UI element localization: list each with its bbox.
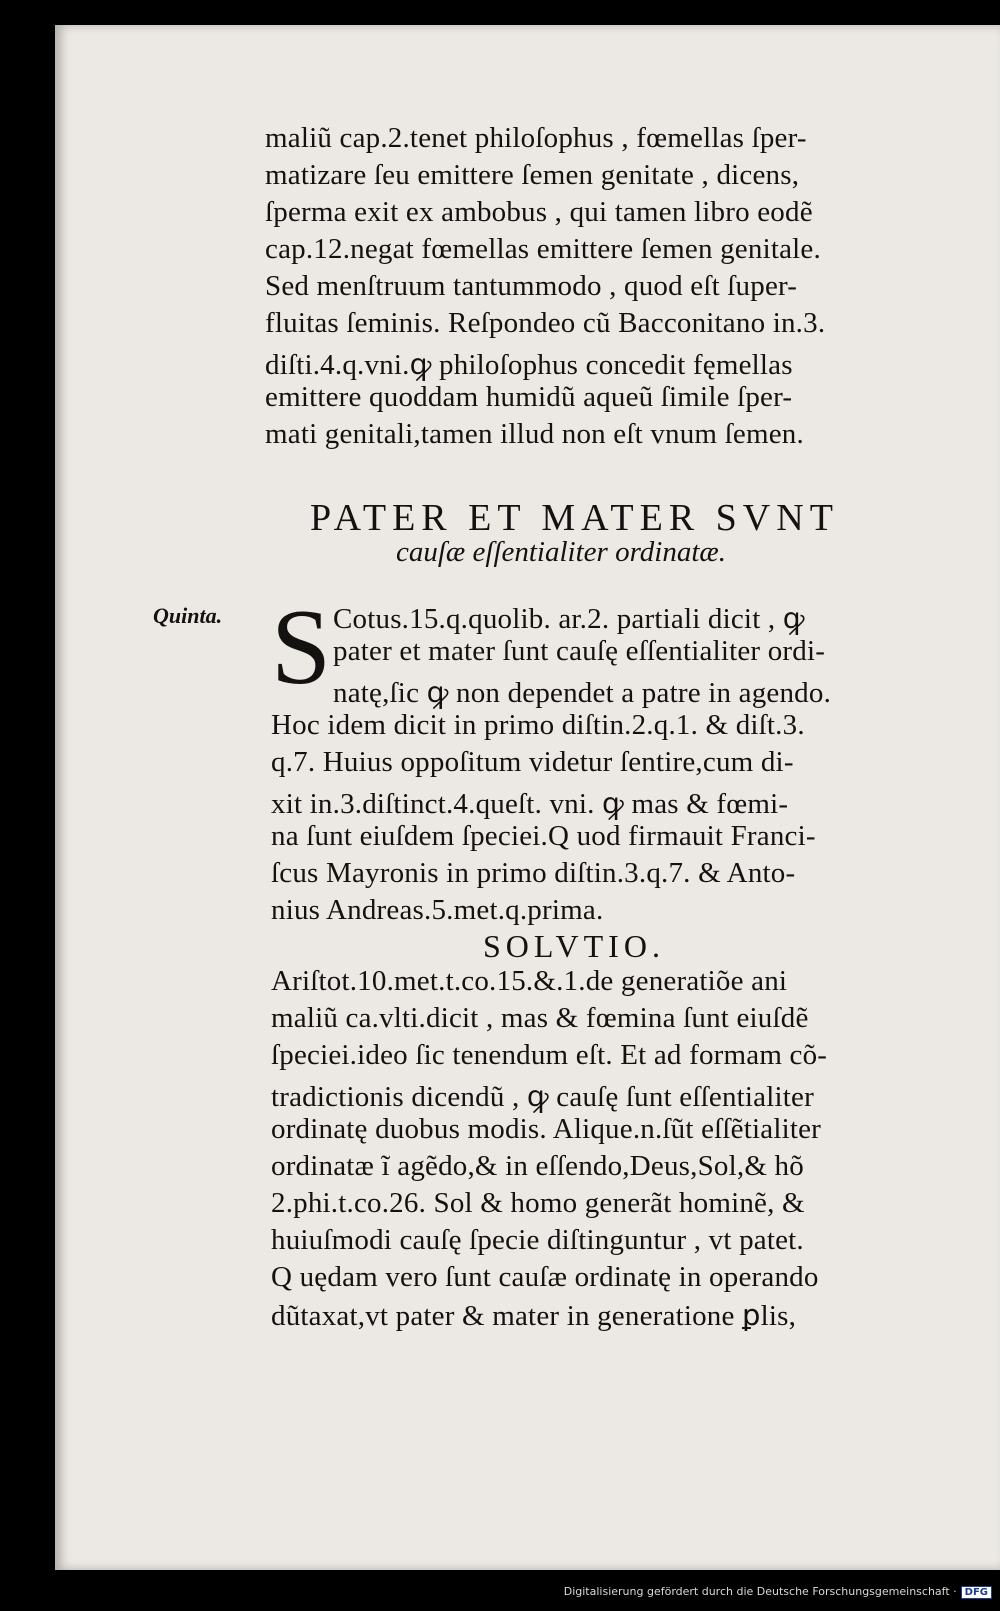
solutio-heading: SOLVTIO. bbox=[483, 928, 665, 964]
text-line: xit in.3.diſtinct.4.queſt. vni. ꝙ mas & fœmi- bbox=[271, 788, 789, 820]
text-line: ſpeciei.ideo ſic tenendum eſt. Et ad formam cõ- bbox=[271, 1039, 828, 1071]
text-line: ordinatę duobus modis. Alique.n.ſũt eſſẽtialiter bbox=[271, 1113, 822, 1145]
text-line: na ſunt eiuſdem ſpeciei.Q uod firmauit Franci- bbox=[271, 820, 816, 852]
drop-capital: S bbox=[271, 588, 332, 707]
text-line: Hoc idem dicit in primo diſtin.2.q.1. & diſt.3. bbox=[271, 709, 805, 741]
text-line: tradictionis dicendũ , ꝙ cauſę ſunt eſſentialiter bbox=[271, 1081, 814, 1113]
text-line: ordinatæ ĩ agẽdo,& in eſſendo,Deus,Sol,& hõ bbox=[271, 1150, 804, 1182]
text-line: pater et mater ſunt cauſę eſſentialiter ordi- bbox=[333, 635, 826, 667]
text-line: q.7. Huius oppoſitum videtur ſentire,cum di- bbox=[271, 746, 794, 778]
text-line: nius Andreas.5.met.q.prima. bbox=[271, 894, 604, 926]
footer-credit bbox=[564, 1585, 992, 1599]
text-line: 2.phi.t.co.26. Sol & homo generãt hominẽ, & bbox=[271, 1187, 805, 1219]
section-heading: PATER ET MATER SVNT bbox=[310, 497, 839, 539]
text-line: matizare ſeu emittere ſemen genitate , dicens, bbox=[265, 159, 800, 191]
text-line: mati genitali,tamen illud non eſt vnum ſemen. bbox=[265, 418, 804, 450]
text-line: maliũ ca.vlti.dicit , mas & fœmina ſunt eiuſdẽ bbox=[271, 1002, 809, 1034]
text-line: Sed menſtruum tantummodo , quod eſt ſuper- bbox=[265, 270, 798, 302]
text-line: natę,ſic ꝙ non dependet a patre in agendo. bbox=[333, 677, 832, 709]
text-line: fluitas ſeminis. Reſpondeo cũ Bacconitano in.3. bbox=[265, 307, 826, 339]
text-line: cap.12.negat fœmellas emittere ſemen genitale. bbox=[265, 233, 821, 265]
text-line: Cotus.15.q.quolib. ar.2. partiali dicit , ꝙ bbox=[333, 603, 805, 635]
text-line: maliũ cap.2.tenet philoſophus , fœmellas ſper- bbox=[265, 122, 807, 154]
text-line: Ariſtot.10.met.t.co.15.&.1.de generatiõe ani bbox=[271, 965, 788, 997]
text-line: Q uędam vero ſunt cauſæ ordinatę in operando bbox=[271, 1261, 819, 1293]
text-line: ſcus Mayronis in primo diſtin.3.q.7. & Anto- bbox=[271, 857, 796, 889]
text-line: ſperma exit ex ambobus , qui tamen libro eodẽ bbox=[265, 196, 813, 228]
text-line: dũtaxat,vt pater & mater in generatione ꝑlis, bbox=[271, 1300, 797, 1332]
footer-text: Digitalisierung gefördert durch die Deutsche Forschungsgemeinschaft · bbox=[563, 1585, 957, 1598]
dfg-logo: DFG bbox=[961, 1586, 992, 1599]
text-line: diſti.4.q.vni.ꝙ philoſophus concedit fęmellas bbox=[265, 349, 793, 381]
section-subheading: cauſæ eſſentialiter ordinatæ. bbox=[396, 536, 726, 568]
text-line: huiuſmodi cauſę ſpecie diſtinguntur , vt patet. bbox=[271, 1224, 804, 1256]
margin-note: Quinta. bbox=[153, 603, 223, 628]
text-line: emittere quoddam humidũ aqueũ ſimile ſper- bbox=[265, 381, 793, 413]
